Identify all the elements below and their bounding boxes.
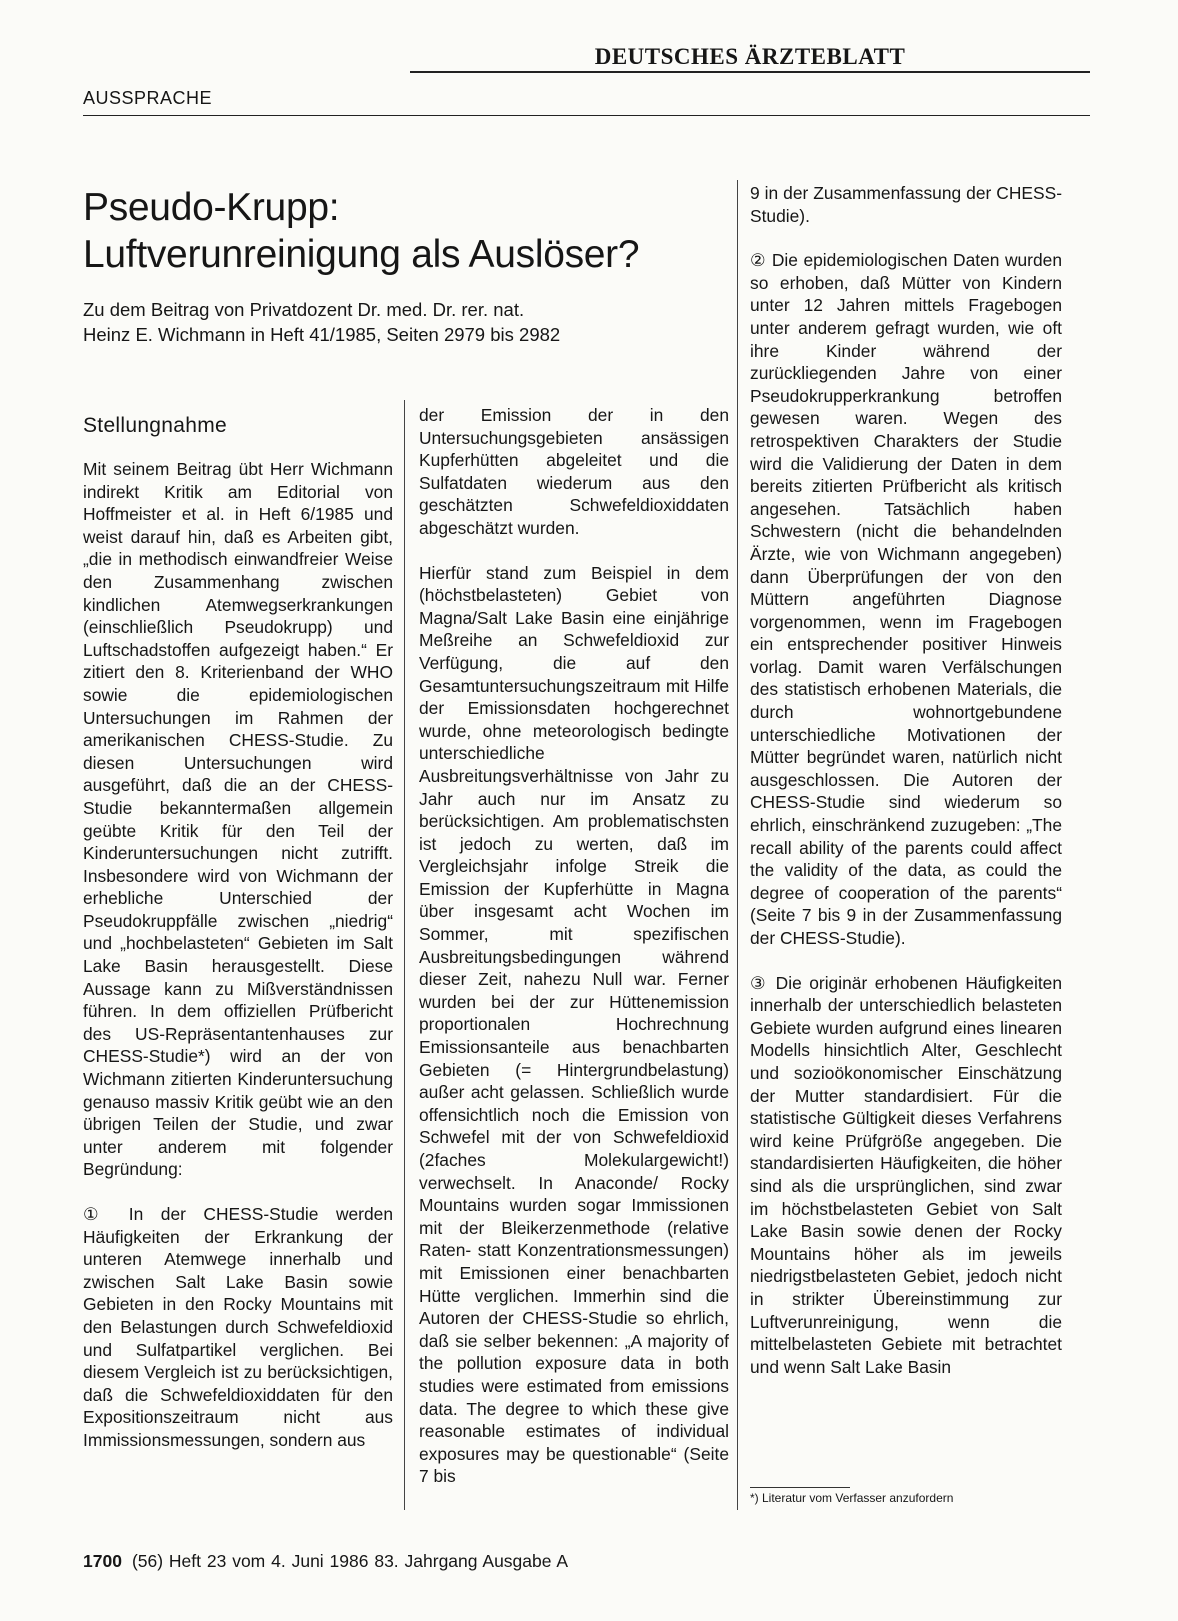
column-divider <box>404 400 405 1510</box>
footnote: *) Literatur vom Verfasser anzufordern <box>750 1491 954 1505</box>
section-rule <box>83 115 1090 116</box>
section-label: AUSSPRACHE <box>83 88 213 108</box>
text-column-3 <box>750 182 1062 1400</box>
paragraph: ① In der CHESS-Studie werden Häufigkeiten der Erkrankung der unteren Atemwege innerhalb und zwischen Salt Lake Basin sowie Gebieten in den Rocky Mountains mit den Belastungen durch Schwefeldioxid und Sulfatpartikel verglichen. Bei diesem Vergleich ist zu berücksichtigen, daß die Schwefeldioxiddaten für den Expositionszeitraum nicht aus Immissionsmessungen, sondern aus <box>83 1204 393 1450</box>
article-title-line1: Pseudo-Krupp: <box>83 186 340 229</box>
article-subtitle <box>83 297 743 347</box>
paragraph: ③ Die originär erhobenen Häufigkeiten innerhalb der unterschiedlich belasteten Gebiete wurden aufgrund eines linearen Modells hinsichtlich Alter, Geschlecht und sozioökonomischer Einschätzung der Mutter standardisiert. Für die statistische Gültigkeit dieses Verfahrens wird keine Prüfgröße angegeben. Die standardisierten Häufigkeiten, die höher sind als die ursprünglichen, sind zwar im höchstbelasteten Gebiet von Salt Lake Basin sowie denen der Rocky Mountains höher als im jeweils niedrigstbelasteten Gebiet, jedoch nicht in strikter Übereinstimmung zur Luftverunreinigung, wenn die mittelbelasteten Gebiete mit betrachtet und wenn Salt Lake Basin <box>750 972 1062 1377</box>
paragraph: der Emission der in den Untersuchungsgebieten ansässigen Kupferhütten abgeleitet und die Sulfatdaten wiederum aus den geschätzten Schwefeldioxiddaten abgeschätzt wurden. <box>419 405 729 538</box>
paragraph: ② Die epidemiologischen Daten wurden so erhoben, daß Mütter von Kindern unter 12 Jahren mittels Fragebogen unter anderem gefragt wurden, wie oft ihre Kinder während der zurückliegenden Jahre von einer Pseudokrupperkrankung betroffen gewesen waren. Wegen des retrospektiven Charakters der Studie wird die Validierung der Daten in dem bereits zitierten Prüfbericht als kritisch angesehen. Tatsächlich haben Schwestern (nicht die behandelnden Ärzte, wie von Wichmann angegeben) dann Überprüfungen der von den Müttern angeführten Diagnose vorgenommen, wenn im Fragebogen ein entsprechender positiver Hinweis vorlag. Damit waren Verfälschungen des statistisch erhobenen Materials, die durch wohnortgebundene unterschiedliche Motivationen der Mütter begründet waren, natürlich nicht ausgeschlossen. Die Autoren der CHESS-Studie sind wiederum so ehrlich, einschränkend zuzugeben: „The recall ability of the parents could affect the validity of the data, as could the degree of cooperation of the parents“ (Seite 7 bis 9 in der Zusammenfassung der CHESS-Studie). <box>750 250 1062 948</box>
article-title <box>83 184 743 278</box>
paragraph: 9 in der Zusammenfassung der CHESS-Studie). <box>750 183 1062 226</box>
article-subtitle-line1: Zu dem Beitrag von Privatdozent Dr. med. Dr. rer. nat. <box>83 299 525 320</box>
masthead-rule <box>410 71 1090 73</box>
page-footer <box>83 1551 568 1572</box>
text-column-2 <box>419 404 729 1510</box>
paragraph: Hierfür stand zum Beispiel in dem (höchstbelasteten) Gebiet von Magna/Salt Lake Basin eine einjährige Meßreihe an Schwefeldioxid zur Verfügung, die auf den Gesamtuntersuchungszeitraum mit Hilfe der Emissionsdaten hochgerechnet wurde, ohne meteorologisch bedingte unterschiedliche Ausbreitungsverhältnisse von Jahr zu Jahr auch nur im Ansatz zu berücksichtigen. Am problematischsten ist jedoch zu werten, daß im Vergleichsjahr infolge Streik die Emission der Kupferhütte in Magna über insgesamt acht Wochen im Sommer, mit spezifischen Ausbreitungsbedingungen während dieser Zeit, nahezu Null war. Ferner wurden bei der zur Hüttenemission proportionalen Hochrechnung Emissionsanteile aus benachbarten Gebieten (= Hintergrundbelastung) außer acht gelassen. Schließlich wurde offensichtlich noch die Emission von Schwefel mit der von Schwefeldioxid (2faches Molekulargewicht!) verwechselt. In Anaconde/ Rocky Mountains wurden sogar Immissionen mit der Bleikerzenmethode (relative Raten- statt Konzentrationsmessungen) mit Emissionen einer benachbarten Hütte verglichen. Immerhin sind die Autoren der CHESS-Studie so ehrlich, daß sie selber bekennen: „A majority of the pollution exposure data in both studies were estimated from emissions data. The degree to which these give reasonable estimates of individual exposures may be questionable“ (Seite 7 bis <box>419 562 729 1487</box>
paragraph: Mit seinem Beitrag übt Herr Wichmann indirekt Kritik am Editorial von Hoffmeister et al. in Heft 6/1985 und weist darauf hin, daß es Arbeiten gibt, „die in methodisch einwandfreier Weise den Zusammenhang zwischen kindlichen Atemwegserkrankungen (einschließlich Pseudokrupp) und Luftschadstoffen aufgezeigt haben.“ Er zitiert den 8. Kriterienband der WHO sowie die epidemiologischen Untersuchungen im Rahmen der amerikanischen CHESS-Studie. Zu diesen Untersuchungen wird ausgeführt, daß die an der CHESS-Studie bekanntermaßen allgemein geübte Kritik für den Teil der Kinderuntersuchungen nicht zutrifft. Insbesondere wird von Wichmann der erhebliche Unterschied der Pseudokruppfälle zwischen „niedrig“ und „hochbelasteten“ Gebieten im Salt Lake Basin herausgestellt. Diese Aussage kann zu Mißverständnissen führen. In dem offiziellen Prüfbericht des US-Repräsentantenhauses zur CHESS-Studie*) wird an der von Wichmann zitierten Kinderuntersuchung genauso massiv Kritik geübt wie an den übrigen Teilen der Studie, und zwar unter anderem mit folgender Begründung: <box>83 459 393 1180</box>
masthead: DEUTSCHES ÄRZTEBLATT <box>594 44 906 69</box>
text-column-1 <box>83 458 393 1474</box>
issue-info: (56) Heft 23 vom 4. Juni 1986 83. Jahrgang Ausgabe A <box>131 1551 569 1571</box>
article-title-line2: Luftverunreinigung als Auslöser? <box>83 233 640 276</box>
footnote-rule <box>750 1487 850 1488</box>
column-divider <box>737 180 738 1510</box>
page-number: 1700 <box>83 1551 122 1571</box>
article-subtitle-line2: Heinz E. Wichmann in Heft 41/1985, Seiten 2979 bis 2982 <box>83 324 561 345</box>
section-heading: Stellungnahme <box>83 414 227 437</box>
